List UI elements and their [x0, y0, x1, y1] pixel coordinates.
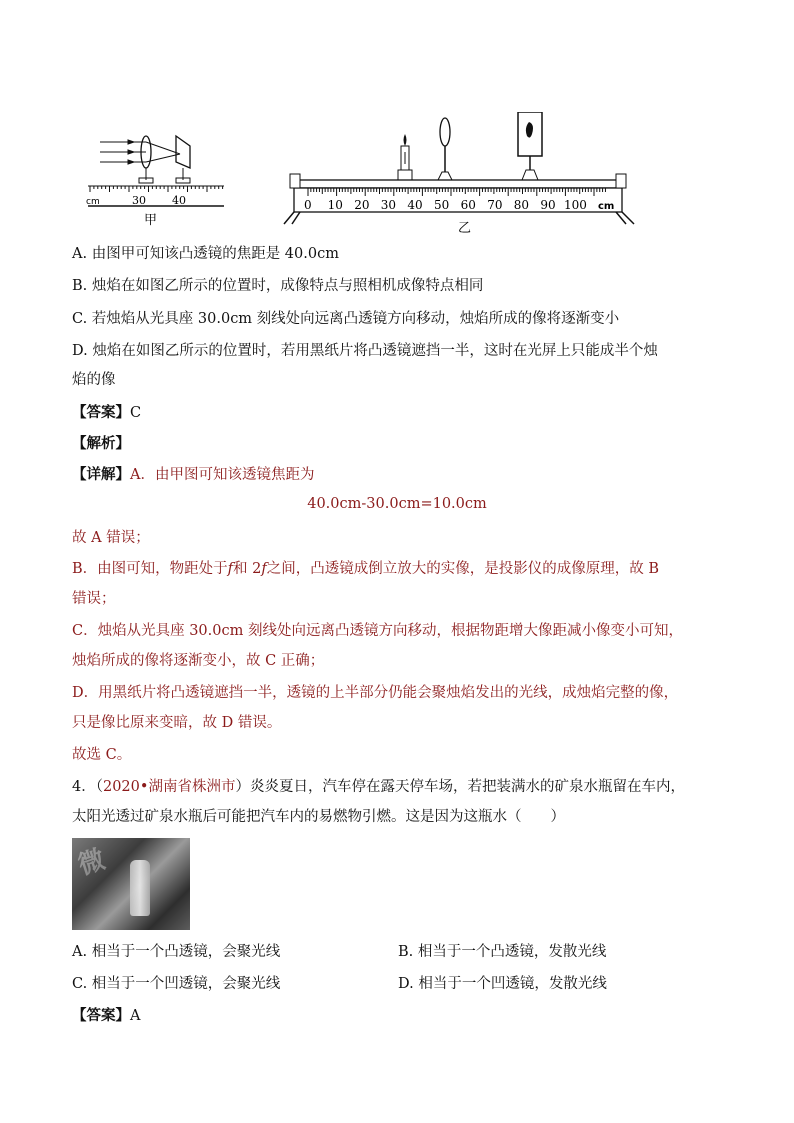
yi-label: 乙 — [458, 221, 472, 236]
answer-label: 【答案】 — [72, 404, 130, 421]
q3-option-a: A. 由图甲可知该凸透镜的焦距是 40.0cm — [72, 246, 339, 262]
q3-option-d-cont: 焰的像 — [72, 372, 116, 388]
yi-tick-label: 50 — [434, 198, 450, 212]
convex-lens-yi — [438, 118, 452, 180]
detail-a: A．由甲图可知该透镜焦距为 — [130, 467, 315, 483]
q3-option-b: B. 烛焰在如图乙所示的位置时，成像特点与照相机成像特点相同 — [72, 278, 484, 294]
q3-explain-d-cont: 只是像比原来变暗，故 D 错误。 — [72, 715, 282, 731]
ruler-jia — [88, 186, 224, 206]
q4-option-a: A. 相当于一个凸透镜，会聚光线 — [72, 944, 281, 960]
detail-label: 【详解】 — [72, 466, 130, 483]
bottle-shape — [130, 860, 150, 916]
q4-answer-value: A — [130, 1008, 141, 1024]
yi-tick-label: 10 — [327, 198, 343, 212]
answer-value: C — [130, 405, 142, 421]
bottle-photo — [72, 838, 190, 930]
figure-yi — [280, 112, 644, 236]
q4-dot: • — [139, 779, 149, 795]
q4-option-d: D. 相当于一个凹透镜，发散光线 — [398, 976, 607, 992]
jia-unit: cm — [86, 197, 100, 207]
yi-tick-label: 70 — [487, 198, 503, 212]
q3-formula: 40.0cm-30.0cm=10.0cm — [307, 496, 487, 512]
yi-unit: cm — [598, 201, 615, 212]
yi-tick-label: 90 — [540, 198, 556, 212]
q4-stem — [72, 777, 685, 797]
b-f2: f — [261, 561, 267, 577]
yi-tick-label: 80 — [513, 198, 530, 212]
q3-a-wrong: 故 A 错误； — [72, 530, 150, 546]
candle — [398, 134, 412, 180]
q3-analysis — [72, 434, 130, 454]
photo-watermark: 微 — [74, 844, 109, 882]
q3-explain-d: D．用黑纸片将凸透镜遮挡一半，透镜的上半部分仍能会聚烛焰发出的光线，成烛焰完整的像， — [72, 685, 679, 701]
q3-explain-c: C．烛焰从光具座 30.0cm 刻线处向远离凸透镜方向移动，根据物距增大像距减小像变小可知， — [72, 623, 683, 639]
yi-tick-label: 40 — [407, 198, 423, 212]
yi-tick-label: 20 — [354, 198, 370, 212]
q3-explain-b — [72, 559, 659, 579]
b-post: 之间，凸透镜成倒立放大的实像，是投影仪的成像原理，故 B — [266, 561, 660, 577]
yi-tick-label: 60 — [460, 198, 476, 212]
q4-close: ） — [235, 779, 250, 795]
q4-stem-1: 炎炎夏日，汽车停在露天停车场，若把装满水的矿泉水瓶留在车内， — [249, 779, 685, 795]
incoming-rays — [100, 140, 180, 164]
q4-answer-label: 【答案】 — [72, 1007, 130, 1024]
q4-stem-cont: 太阳光透过矿泉水瓶后可能把汽车内的易燃物引燃。这是因为这瓶水（ ） — [72, 809, 565, 825]
analysis-label: 【解析】 — [72, 435, 130, 452]
yi-tick-label: 100 — [564, 198, 587, 212]
yi-tick-label: 0 — [304, 198, 312, 212]
q4-year: 2020 — [102, 779, 140, 795]
yi-tick-label: 30 — [380, 198, 397, 212]
jia-tick-30: 30 — [132, 194, 146, 207]
screen-jia — [176, 136, 190, 168]
q3-option-d: D. 烛焰在如图乙所示的位置时，若用黑纸片将凸透镜遮挡一半，这时在光屏上只能成半个烛 — [72, 343, 658, 359]
q3-choose: 故选 C。 — [72, 747, 132, 763]
b-f: f — [227, 561, 234, 577]
b-pre: B．由图可知，物距处于 — [72, 561, 228, 577]
q3-explain-c-cont: 烛焰所成的像将逐渐变小，故 C 正确； — [72, 653, 325, 669]
q4-num: 4．（ — [72, 779, 103, 795]
q4-option-c: C. 相当于一个凹透镜，会聚光线 — [72, 976, 281, 992]
q3-detail — [72, 465, 314, 485]
q3-option-c: C. 若烛焰从光具座 30.0cm 刻线处向远离凸透镜方向移动，烛焰所成的像将逐渐变小 — [72, 311, 620, 327]
jia-tick-40: 40 — [172, 194, 186, 207]
q4-source: 湖南省株洲市 — [148, 779, 236, 795]
figure-jia — [84, 128, 230, 230]
q4-answer — [72, 1006, 140, 1026]
q3-explain-b-cont: 错误； — [72, 591, 116, 607]
q4-option-b: B. 相当于一个凸透镜，发散光线 — [398, 944, 607, 960]
b-and: 和 2 — [233, 561, 262, 577]
light-screen — [518, 112, 542, 180]
q3-answer — [72, 403, 141, 423]
jia-label: 甲 — [144, 213, 158, 228]
